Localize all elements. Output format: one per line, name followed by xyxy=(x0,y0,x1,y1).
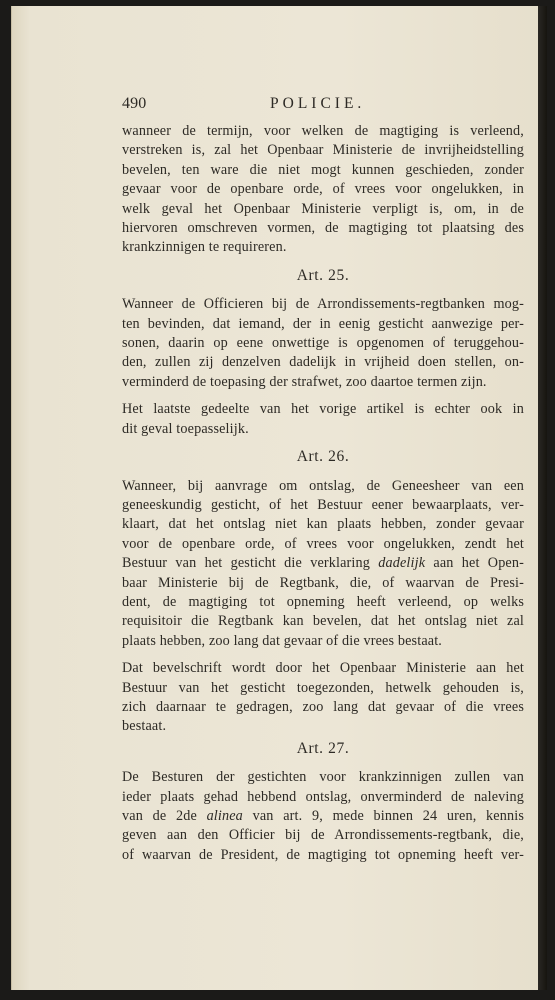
text-line: sonen, daarin op eene onwettige is opgenomen of teruggehou- xyxy=(122,335,524,352)
text-line xyxy=(122,554,524,573)
article-heading-25: Art. 25. xyxy=(296,266,350,284)
text-line: baar Ministerie bij de Regtbank, die, of waarvan de Presi- xyxy=(122,574,524,591)
page-edge-shadow xyxy=(538,6,547,990)
paragraph-article-25 xyxy=(122,295,524,392)
text-line: De Besturen der gestichten voor krankzinnigen zullen van xyxy=(122,769,524,786)
text-line: welk geval het Openbaar Ministerie verpligt is, om, in de xyxy=(122,200,524,217)
text-line: requisitoir die Regtbank kan bevelen, dat het ontslag niet zal xyxy=(122,613,524,630)
text-line: hiervoren omschreven vormen, de magtiging tot plaatsing des xyxy=(122,220,524,237)
text-segment: Bestuur van het gesticht die verklaring xyxy=(122,555,379,572)
paragraph-article-26-order xyxy=(122,659,524,737)
text-line: voor de openbare orde, of vrees voor ongelukken, zendt het xyxy=(122,535,524,552)
text-line: Wanneer, bij aanvrage om ontslag, de Geneesheer van een xyxy=(122,477,524,494)
text-line: geven aan den Officier bij de Arrondissements-regtbank, die, xyxy=(122,827,524,844)
paragraph-continuation xyxy=(122,122,524,258)
page-text xyxy=(122,94,524,865)
emphasis-text: alinea xyxy=(206,808,243,824)
text-line: dent, de magtiging tot opneming heeft verleend, op welks xyxy=(122,593,524,610)
text-line: wanneer de termijn, voor welken de magtiging is verleend, xyxy=(122,123,524,139)
text-line: klaart, dat het ontslag niet kan plaats hebben, zonder gevaar xyxy=(122,516,524,533)
text-line: den, zullen zij denzelven dadelijk in vrijheid doen stellen, on- xyxy=(122,354,524,371)
emphasis-text: dadelijk xyxy=(378,555,426,572)
text-line: of waarvan de President, de magtiging tot opneming heeft ver- xyxy=(122,846,524,863)
text-line: gevaar voor de openbare orde, of vrees voor ongelukken, in xyxy=(122,181,524,198)
text-line: verminderd de toepasing der strafwet, zoo daartoe termen zijn. xyxy=(122,373,487,390)
text-line: dit geval toepasselijk. xyxy=(122,420,249,437)
article-heading-26: Art. 26. xyxy=(296,448,350,466)
text-line: verstreken is, zal het Openbaar Ministerie de invrijheidstelling xyxy=(122,142,524,159)
paragraph-article-26 xyxy=(122,477,524,652)
text-segment: van de 2de xyxy=(122,808,207,824)
paragraph-article-25-note xyxy=(122,400,524,439)
text-line: Wanneer de Officieren bij de Arrondissements-regtbanken mog- xyxy=(122,296,524,313)
text-line: zich daarnaar te gedragen, zoo lang dat gevaar of die vrees xyxy=(122,698,524,715)
text-line: bevelen, ten ware die niet mogt kunnen geschieden, zonder xyxy=(122,161,524,178)
text-line: ieder plaats gehad hebbend ontslag, onverminderd de naleving xyxy=(122,788,524,805)
book-page xyxy=(11,6,547,990)
page-number: 490 xyxy=(122,95,147,112)
page-header xyxy=(122,94,524,116)
text-line: geneeskundig gesticht, of het Bestuur eener bewaarplaats, ver- xyxy=(122,496,524,513)
running-title: POLICIE. xyxy=(270,95,366,112)
text-line: Bestuur van het gesticht toegezonden, hetwelk gehouden is, xyxy=(122,679,524,696)
text-line: Dat bevelschrift wordt door het Openbaar Ministerie aan het xyxy=(122,660,524,677)
article-heading-27: Art. 27. xyxy=(296,739,350,757)
text-segment: van art. 9, mede binnen 24 uren, kennis xyxy=(242,808,524,824)
paragraph-article-27 xyxy=(122,768,524,865)
text-segment: aan het Open- xyxy=(425,555,524,572)
text-line xyxy=(122,807,524,826)
text-line: bestaat. xyxy=(122,718,167,735)
text-line: krankzinnigen te requireren. xyxy=(122,239,287,256)
text-line: plaats hebben, zoo lang dat gevaar of die vrees bestaat. xyxy=(122,632,442,649)
text-line: ten bevinden, dat iemand, der in eenig gesticht aanwezige per- xyxy=(122,315,524,332)
text-line: Het laatste gedeelte van het vorige artikel is echter ook in xyxy=(122,401,524,418)
